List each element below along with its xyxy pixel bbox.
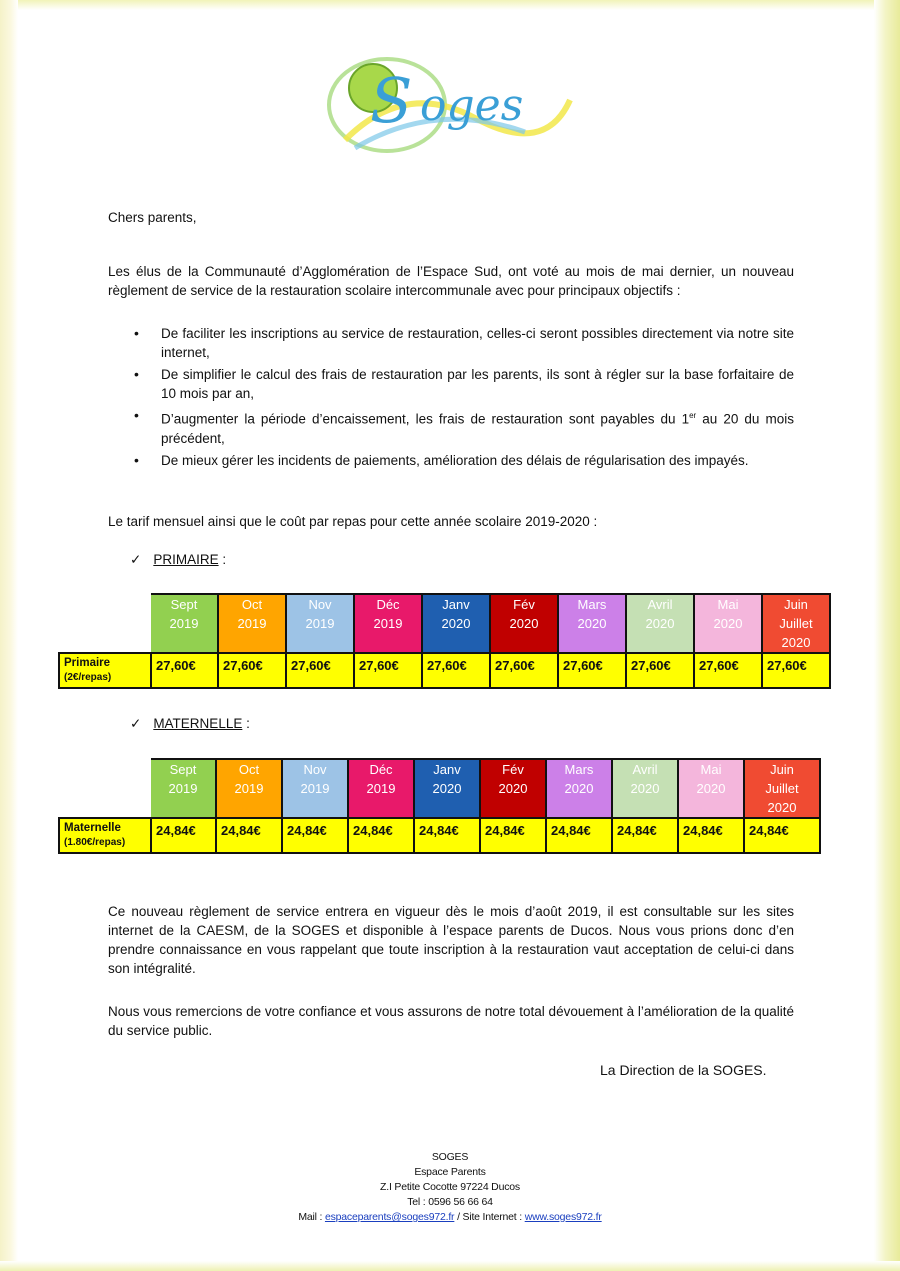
month-mai: Mai 2020 bbox=[694, 594, 762, 653]
footer-org: SOGES bbox=[431, 1151, 469, 1163]
footer-phone: Tel : 0596 56 66 64 bbox=[407, 1196, 493, 1208]
month-avril: Avril 2020 bbox=[612, 759, 678, 818]
maternelle-price: 24,84€ bbox=[612, 818, 678, 853]
maternelle-price: 24,84€ bbox=[348, 818, 414, 853]
maternelle-price: 24,84€ bbox=[480, 818, 546, 853]
month-oct: Oct 2019 bbox=[218, 594, 286, 653]
maternelle-price: 24,84€ bbox=[678, 818, 744, 853]
salutation: Chers parents, bbox=[108, 210, 197, 225]
footer bbox=[200, 1150, 700, 1225]
footer-contact: Mail : espaceparents@soges972.fr / Site Internet : www.soges972.fr bbox=[298, 1211, 602, 1223]
month-nov: Nov 2019 bbox=[286, 594, 354, 653]
month-juin-juillet: Juin Juillet 2020 bbox=[762, 594, 830, 653]
table-row bbox=[59, 759, 820, 818]
month-nov: Nov 2019 bbox=[282, 759, 348, 818]
month-janv: Janv 2020 bbox=[422, 594, 490, 653]
primaire-price: 27,60€ bbox=[354, 653, 422, 688]
month-fev: Fév 2020 bbox=[480, 759, 546, 818]
closing-paragraph-1: Ce nouveau règlement de service entrera en vigueur dès le mois d’août 2019, il est consultable sur les sites internet de la CAESM, de la SOGES et disponible à l’espace parents de Ducos. Nous vous prions donc d’en prendre connaissance en vous rappelant que toute inscription à la restauration vaut acceptation de celui-ci dans son intégralité. bbox=[108, 904, 794, 976]
primaire-price: 27,60€ bbox=[422, 653, 490, 688]
primaire-price: 27,60€ bbox=[762, 653, 830, 688]
maternelle-rates-table bbox=[58, 758, 821, 854]
table-row bbox=[59, 818, 820, 853]
primaire-price: 27,60€ bbox=[151, 653, 218, 688]
maternelle-label: Maternelle (1.80€/repas) bbox=[59, 818, 151, 853]
signature: La Direction de la SOGES. bbox=[600, 1062, 767, 1078]
primaire-price: 27,60€ bbox=[626, 653, 694, 688]
table-row bbox=[59, 653, 830, 688]
list-item: • De mieux gérer les incidents de paiements, amélioration des délais de régularisation des impayés. bbox=[108, 451, 794, 470]
month-dec: Déc 2019 bbox=[354, 594, 422, 653]
table-row bbox=[59, 594, 830, 653]
month-sept: Sept 2019 bbox=[151, 594, 218, 653]
page-border-top bbox=[0, 0, 900, 10]
svg-text:S: S bbox=[370, 64, 413, 137]
email-link[interactable]: espaceparents@soges972.fr bbox=[324, 1211, 455, 1223]
month-dec: Déc 2019 bbox=[348, 759, 414, 818]
objectives-list bbox=[108, 324, 794, 473]
footer-dept: Espace Parents bbox=[414, 1166, 486, 1178]
month-mars: Mars 2020 bbox=[558, 594, 626, 653]
maternelle-price: 24,84€ bbox=[744, 818, 820, 853]
maternelle-price: 24,84€ bbox=[151, 818, 216, 853]
check-icon: ✓ bbox=[130, 552, 142, 567]
primaire-label: Primaire (2€/repas) bbox=[59, 653, 151, 688]
month-fev: Fév 2020 bbox=[490, 594, 558, 653]
page-border-bottom bbox=[0, 1261, 900, 1271]
maternelle-heading: ✓ MATERNELLE : bbox=[130, 716, 250, 731]
website-link[interactable]: www.soges972.fr bbox=[524, 1211, 602, 1223]
footer-address: Z.I Petite Cocotte 97224 Ducos bbox=[380, 1181, 520, 1193]
tarif-intro: Le tarif mensuel ainsi que le coût par repas pour cette année scolaire 2019-2020 : bbox=[108, 514, 598, 529]
intro-paragraph: Les élus de la Communauté d’Agglomération de l’Espace Sud, ont voté au mois de mai dernier, un nouveau règlement de service de la restauration scolaire intercommunale avec pour principaux objectifs : bbox=[108, 264, 794, 298]
month-avril: Avril 2020 bbox=[626, 594, 694, 653]
month-janv: Janv 2020 bbox=[414, 759, 480, 818]
maternelle-price: 24,84€ bbox=[414, 818, 480, 853]
month-mars: Mars 2020 bbox=[546, 759, 612, 818]
month-mai: Mai 2020 bbox=[678, 759, 744, 818]
primaire-heading: ✓ PRIMAIRE : bbox=[130, 552, 227, 567]
list-item: • D’augmenter la période d’encaissement, les frais de restauration sont payables du 1er au 20 du mois précédent, bbox=[108, 406, 794, 448]
month-juin-juillet: Juin Juillet 2020 bbox=[744, 759, 820, 818]
list-item: • De faciliter les inscriptions au service de restauration, celles-ci seront possibles directement via notre site internet, bbox=[108, 324, 794, 362]
primaire-price: 27,60€ bbox=[286, 653, 354, 688]
primaire-rates-table bbox=[58, 593, 831, 689]
list-item: • De simplifier le calcul des frais de restauration par les parents, ils sont à régler sur la base forfaitaire de 10 mois par an, bbox=[108, 365, 794, 403]
primaire-price: 27,60€ bbox=[694, 653, 762, 688]
soges-logo bbox=[325, 40, 580, 165]
primaire-price: 27,60€ bbox=[490, 653, 558, 688]
svg-text:oges: oges bbox=[420, 80, 524, 131]
month-sept: Sept 2019 bbox=[151, 759, 216, 818]
closing-paragraph-2: Nous vous remercions de votre confiance et vous assurons de notre total dévouement à l’amélioration de la qualité du service public. bbox=[108, 1004, 794, 1038]
check-icon: ✓ bbox=[130, 716, 142, 731]
primaire-price: 27,60€ bbox=[218, 653, 286, 688]
primaire-price: 27,60€ bbox=[558, 653, 626, 688]
page-border-left bbox=[0, 0, 18, 1271]
maternelle-price: 24,84€ bbox=[546, 818, 612, 853]
month-oct: Oct 2019 bbox=[216, 759, 282, 818]
page-border-right bbox=[874, 0, 900, 1271]
maternelle-price: 24,84€ bbox=[282, 818, 348, 853]
maternelle-price: 24,84€ bbox=[216, 818, 282, 853]
